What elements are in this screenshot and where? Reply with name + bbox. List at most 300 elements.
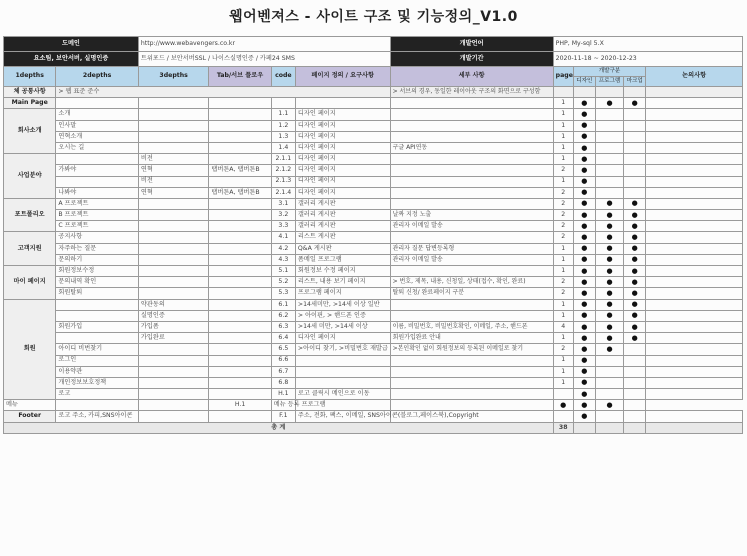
depth2-cell: 자주하는 질문	[56, 243, 139, 254]
markup-mark	[624, 411, 646, 422]
table-row	[4, 333, 743, 344]
tab-flow-cell	[209, 344, 271, 355]
detail-cell	[390, 232, 553, 243]
discussion-cell	[646, 221, 743, 232]
depth2-cell: 문의내역 확인	[56, 277, 139, 288]
depth3-cell	[138, 198, 208, 209]
program-mark	[595, 377, 623, 388]
page-count-cell: 2	[553, 187, 573, 198]
depth2-cell: 나봐야	[56, 187, 139, 198]
depth2-cell: 인사말	[56, 120, 139, 131]
markup-mark	[624, 389, 646, 400]
depth2-cell: B 프로젝트	[56, 210, 139, 221]
design-mark: ●	[573, 288, 595, 299]
design-mark: ●	[573, 232, 595, 243]
discussion-cell	[646, 377, 743, 388]
total-pages: 38	[553, 422, 573, 433]
header-design: 디자인	[573, 77, 595, 87]
header-page: page	[553, 67, 573, 87]
design-mark: ●	[573, 377, 595, 388]
code-cell: 4.3	[271, 254, 295, 265]
code-cell: 1.3	[271, 131, 295, 142]
detail-cell	[390, 131, 553, 142]
detail-cell	[390, 120, 553, 131]
table-row	[4, 321, 743, 332]
cell	[624, 87, 646, 98]
depth2-cell: 연혁소개	[56, 131, 139, 142]
page-count-cell: 1	[553, 310, 573, 321]
code-cell: 1.1	[271, 109, 295, 120]
markup-mark: ●	[624, 321, 646, 332]
detail-cell: 이름, 비밀번호, 비밀번호확인, 이메일, 주소, 핸드폰	[390, 321, 553, 332]
depth3-cell: 비전	[138, 154, 208, 165]
depth1-cell: 체 공통사항	[4, 87, 56, 98]
table-row	[4, 120, 743, 131]
design-mark: ●	[573, 299, 595, 310]
depth2-cell: 이용약관	[56, 366, 139, 377]
detail-cell: 관리자 질문 답변등록형	[390, 243, 553, 254]
design-mark: ●	[573, 131, 595, 142]
markup-mark: ●	[624, 98, 646, 109]
program-mark	[595, 109, 623, 120]
info-value: 2020-11-18 ~ 2020-12-23	[553, 52, 742, 67]
page-count-cell: 1	[553, 154, 573, 165]
page-count-cell: 1	[553, 109, 573, 120]
detail-cell: > 번호, 제목, 내용, 신청일, 상태(접수, 확인, 완료)	[390, 277, 553, 288]
table-row	[4, 165, 743, 176]
table-row	[4, 243, 743, 254]
page-count-cell: 2	[553, 165, 573, 176]
markup-mark	[624, 377, 646, 388]
code-cell: 5.1	[271, 266, 295, 277]
page-count-cell: 1	[553, 355, 573, 366]
depth3-cell	[138, 109, 208, 120]
detail-cell	[390, 98, 553, 109]
design-mark: ●	[573, 243, 595, 254]
cell	[595, 87, 623, 98]
depth3-cell	[138, 389, 208, 400]
detail-cell: 탈퇴 신청/ 완료페이지 구분	[390, 288, 553, 299]
depth3-cell	[138, 266, 208, 277]
tab-flow-cell	[209, 288, 271, 299]
tab-flow-cell	[209, 131, 271, 142]
depth3-cell	[138, 288, 208, 299]
table-row	[4, 400, 743, 411]
definition-cell	[295, 98, 390, 109]
discussion-cell	[646, 198, 743, 209]
program-mark: ●	[595, 221, 623, 232]
detail-cell	[390, 389, 553, 400]
table-row	[4, 266, 743, 277]
table-row	[4, 210, 743, 221]
header-code: code	[271, 67, 295, 87]
program-mark	[595, 187, 623, 198]
design-mark: ●	[573, 154, 595, 165]
depth3-cell: 비전	[138, 176, 208, 187]
depth2-cell: 문의하기	[56, 254, 139, 265]
code-cell: 6.4	[271, 333, 295, 344]
program-mark: ●	[595, 254, 623, 265]
definition-cell: 리스트 게시판	[295, 232, 390, 243]
depth2-cell	[56, 176, 139, 187]
discussion-cell	[646, 142, 743, 153]
tab-flow-cell: 탭버튼A, 탭버튼B	[209, 187, 271, 198]
tab-flow-cell	[209, 98, 271, 109]
info-label: 도메인	[4, 37, 139, 52]
info-value: http://www.webavengers.co.kr	[138, 37, 390, 52]
depth1-cell: 포트폴리오	[4, 198, 56, 232]
depth3-cell: 연혁	[138, 165, 208, 176]
design-mark: ●	[573, 366, 595, 377]
header-dev-group: 개발구분	[573, 67, 645, 77]
tab-flow-cell: 탭버튼A, 탭버튼B	[209, 165, 271, 176]
design-mark: ●	[573, 120, 595, 131]
code-cell: 2.1.1	[271, 154, 295, 165]
depth2-cell: 회원정보수정	[56, 266, 139, 277]
tab-flow-cell	[209, 109, 271, 120]
page-count-cell: 2	[553, 198, 573, 209]
depth1-cell: 사업분야	[4, 154, 56, 199]
depth3-cell	[138, 243, 208, 254]
markup-mark: ●	[624, 333, 646, 344]
design-mark: ●	[573, 310, 595, 321]
depth2-cell: 회원가입	[56, 321, 139, 332]
page-count-cell: 1	[553, 176, 573, 187]
design-mark: ●	[573, 98, 595, 109]
tab-flow-cell	[209, 321, 271, 332]
markup-mark	[624, 131, 646, 142]
program-mark: ●	[595, 299, 623, 310]
depth3-cell: 가입폼	[138, 321, 208, 332]
code-cell: 6.3	[271, 321, 295, 332]
design-mark: ●	[573, 321, 595, 332]
table-body	[4, 87, 743, 423]
page-count-cell: 2	[553, 344, 573, 355]
table-row	[4, 98, 743, 109]
table-row	[4, 355, 743, 366]
page-count-cell: 2	[553, 232, 573, 243]
page-count-cell: 4	[553, 321, 573, 332]
depth1-cell: 고객지원	[4, 232, 56, 266]
detail-cell: 관리자 이메일 발송	[390, 221, 553, 232]
detail-cell	[390, 366, 553, 377]
common-requirement: > 웹 표준 준수	[56, 87, 390, 98]
definition-cell: 갤러리 게시판	[295, 221, 390, 232]
design-mark: ●	[573, 266, 595, 277]
tab-flow-cell	[209, 411, 271, 422]
definition-cell: 디자인 페이지	[295, 176, 390, 187]
depth2-cell	[56, 310, 139, 321]
discussion-cell	[646, 333, 743, 344]
cell	[573, 87, 595, 98]
depth3-cell	[56, 400, 139, 411]
info-value: PHP, My-sql 5.X	[553, 37, 742, 52]
design-mark: ●	[553, 400, 573, 411]
definition-cell: 갤러리 게시판	[295, 198, 390, 209]
depth2-cell: 로그인	[56, 355, 139, 366]
design-mark: ●	[573, 333, 595, 344]
program-mark	[595, 366, 623, 377]
depth3-cell	[138, 221, 208, 232]
definition-cell: > 아이핀, > 핸드폰 인증	[295, 310, 390, 321]
header-1depths: 1depths	[4, 67, 56, 87]
table-row	[4, 87, 743, 98]
discussion-cell	[646, 389, 743, 400]
definition-cell: 디자인 페이지	[295, 120, 390, 131]
table-row	[4, 187, 743, 198]
tab-flow-cell	[209, 355, 271, 366]
table-row	[4, 221, 743, 232]
discussion-cell	[646, 165, 743, 176]
detail-cell	[390, 187, 553, 198]
detail-cell	[390, 299, 553, 310]
design-mark: ●	[573, 411, 595, 422]
table-row	[4, 389, 743, 400]
header-program: 프로그램	[595, 77, 623, 87]
header-tab-flow: Tab/서브 플로우	[209, 67, 271, 87]
code-cell: 6.1	[271, 299, 295, 310]
markup-mark: ●	[624, 221, 646, 232]
tab-flow-cell	[209, 254, 271, 265]
table-row	[4, 299, 743, 310]
definition-cell: 디자인 페이지	[295, 154, 390, 165]
design-mark: ●	[573, 355, 595, 366]
tab-flow-cell	[209, 232, 271, 243]
discussion-cell	[646, 210, 743, 221]
depth2-cell: 메뉴	[4, 400, 56, 411]
depth3-cell	[138, 344, 208, 355]
depth2-cell: 공지사항	[56, 232, 139, 243]
program-mark: ●	[595, 321, 623, 332]
depth2-cell: 소개	[56, 109, 139, 120]
markup-mark	[624, 187, 646, 198]
depth3-cell	[138, 98, 208, 109]
code-cell: 4.1	[271, 232, 295, 243]
definition-cell: Q&A 게시판	[295, 243, 390, 254]
code-cell: F.1	[271, 411, 295, 422]
design-mark: ●	[573, 165, 595, 176]
common-detail: > 서브의 경우, 동일한 레이아웃 구조의 화면으로 구성함	[390, 87, 553, 98]
page-count-cell: 1	[553, 299, 573, 310]
program-mark: ●	[595, 266, 623, 277]
program-mark	[595, 142, 623, 153]
program-mark: ●	[595, 243, 623, 254]
definition-cell: 디자인 페이지	[295, 333, 390, 344]
info-label: 개발기간	[390, 52, 553, 67]
code-cell: 3.2	[271, 210, 295, 221]
program-mark: ●	[595, 333, 623, 344]
table-row	[4, 232, 743, 243]
depth2-cell: 로고	[56, 389, 139, 400]
detail-cell	[390, 355, 553, 366]
table-row	[4, 277, 743, 288]
markup-mark: ●	[624, 198, 646, 209]
code-cell: H.1	[271, 389, 295, 400]
definition-cell: 디자인 페이지	[295, 165, 390, 176]
depth3-cell	[138, 277, 208, 288]
depth3-cell	[138, 232, 208, 243]
discussion-cell	[646, 321, 743, 332]
discussion-cell	[646, 243, 743, 254]
markup-mark	[624, 176, 646, 187]
definition-cell: 디자인 페이지	[295, 131, 390, 142]
design-mark: ●	[573, 221, 595, 232]
page-count-cell: 1	[553, 142, 573, 153]
depth3-cell	[138, 120, 208, 131]
definition-cell	[295, 377, 390, 388]
page-count-cell: 1	[553, 98, 573, 109]
discussion-cell	[646, 277, 743, 288]
design-mark: ●	[573, 142, 595, 153]
definition-cell: 로고 클릭시 메인으로 이동	[295, 389, 390, 400]
definition-cell: 주소, 전화, 팩스, 이메일, SNS아이콘(블로그,페이스북),Copyright	[295, 411, 390, 422]
definition-cell: 갤러리 게시판	[295, 210, 390, 221]
depth3-cell	[138, 254, 208, 265]
detail-cell	[390, 310, 553, 321]
page-count-cell: 2	[553, 210, 573, 221]
definition-cell: >14세 미만, >14세 이상	[295, 321, 390, 332]
page-count-cell	[553, 411, 573, 422]
depth1-cell: Footer	[4, 411, 56, 422]
depth1-cell: 회사소개	[4, 109, 56, 154]
discussion-cell	[624, 400, 646, 411]
markup-mark	[624, 344, 646, 355]
markup-mark	[624, 165, 646, 176]
definition-cell	[295, 366, 390, 377]
info-row-domain	[4, 37, 743, 52]
markup-mark: ●	[624, 243, 646, 254]
code-cell: 4.2	[271, 243, 295, 254]
tab-flow-cell	[209, 142, 271, 153]
page-count-cell: 1	[553, 366, 573, 377]
table-row	[4, 176, 743, 187]
cell	[553, 87, 573, 98]
code-cell: 3.3	[271, 221, 295, 232]
table-row	[4, 131, 743, 142]
tab-flow-cell	[209, 366, 271, 377]
definition-cell: 디자인 페이지	[295, 142, 390, 153]
design-mark: ●	[573, 198, 595, 209]
design-mark: ●	[573, 176, 595, 187]
program-mark: ●	[595, 310, 623, 321]
detail-cell: 관리자 이메일 발송	[390, 254, 553, 265]
table-row	[4, 366, 743, 377]
depth2-cell	[56, 333, 139, 344]
markup-mark: ●	[624, 232, 646, 243]
discussion-cell	[646, 288, 743, 299]
tab-flow-cell	[209, 221, 271, 232]
detail-cell: 날짜 지정 노출	[390, 210, 553, 221]
code-cell: 5.2	[271, 277, 295, 288]
definition-cell: >14세미만, >14세 이상 일반	[295, 299, 390, 310]
page-count-cell: 1	[553, 254, 573, 265]
program-mark	[595, 389, 623, 400]
page-count-cell: 1	[553, 266, 573, 277]
program-mark	[595, 165, 623, 176]
header-markup: 마크업	[624, 77, 646, 87]
code-cell: 6.2	[271, 310, 295, 321]
code-cell: H.1	[209, 400, 271, 411]
definition-cell: 회원정보 수정 페이지	[295, 266, 390, 277]
detail-cell: >본인확인 없이 회원정보의 등록된 이메일로 찾기	[390, 344, 553, 355]
depth2-cell: 로고 주소, 카피,SNS아이콘	[56, 411, 139, 422]
depth2-cell: 오시는 길	[56, 142, 139, 153]
code-cell: 6.8	[271, 377, 295, 388]
design-mark: ●	[573, 254, 595, 265]
code-cell: 5.3	[271, 288, 295, 299]
program-mark	[595, 176, 623, 187]
detail-cell	[390, 266, 553, 277]
markup-mark: ●	[595, 400, 623, 411]
table-row	[4, 198, 743, 209]
program-mark	[595, 120, 623, 131]
info-row-security	[4, 52, 743, 67]
definition-cell: 리스트, 내용 보기 페이지	[295, 277, 390, 288]
page-count-cell: 1	[553, 333, 573, 344]
discussion-cell	[646, 232, 743, 243]
detail-cell	[390, 109, 553, 120]
depth3-cell	[138, 366, 208, 377]
code-cell: 6.5	[271, 344, 295, 355]
header-page-definition: 페이지 정의 / 요구사항	[295, 67, 390, 87]
depth3-cell	[138, 377, 208, 388]
depth3-cell: 가입완료	[138, 333, 208, 344]
program-mark: ●	[595, 210, 623, 221]
program-mark: ●	[595, 277, 623, 288]
detail-cell: 회원가입완료 안내	[390, 333, 553, 344]
code-cell: 3.1	[271, 198, 295, 209]
markup-mark	[624, 142, 646, 153]
design-mark: ●	[573, 187, 595, 198]
markup-mark	[624, 109, 646, 120]
code-cell: 2.1.2	[271, 165, 295, 176]
table-row	[4, 377, 743, 388]
design-mark: ●	[573, 277, 595, 288]
spec-table	[3, 36, 743, 434]
detail-cell	[390, 198, 553, 209]
detail-cell	[390, 154, 553, 165]
page-count-cell	[390, 400, 553, 411]
detail-cell	[390, 377, 553, 388]
tab-flow-cell	[209, 210, 271, 221]
code-cell: 2.1.3	[271, 176, 295, 187]
depth3-cell: 실명인증	[138, 310, 208, 321]
tab-flow-cell	[209, 389, 271, 400]
discussion-cell	[646, 266, 743, 277]
depth3-cell	[138, 355, 208, 366]
markup-mark	[624, 120, 646, 131]
table-row	[4, 411, 743, 422]
header-2depths: 2depths	[56, 67, 139, 87]
program-mark	[595, 355, 623, 366]
tab-flow-cell	[209, 377, 271, 388]
tab-flow-cell	[209, 277, 271, 288]
depth2-cell	[56, 154, 139, 165]
design-mark: ●	[573, 344, 595, 355]
tab-flow-cell	[209, 154, 271, 165]
tab-flow-cell	[209, 176, 271, 187]
tab-flow-cell	[209, 333, 271, 344]
header-row	[4, 67, 743, 77]
code-cell: 1.4	[271, 142, 295, 153]
markup-mark: ●	[624, 277, 646, 288]
depth3-cell	[138, 210, 208, 221]
depth1-cell: 회원	[4, 299, 56, 400]
header-detail: 세부 사항	[390, 67, 553, 87]
program-mark: ●	[573, 400, 595, 411]
discussion-cell	[646, 411, 743, 422]
definition-cell: 디자인 페이지	[295, 187, 390, 198]
